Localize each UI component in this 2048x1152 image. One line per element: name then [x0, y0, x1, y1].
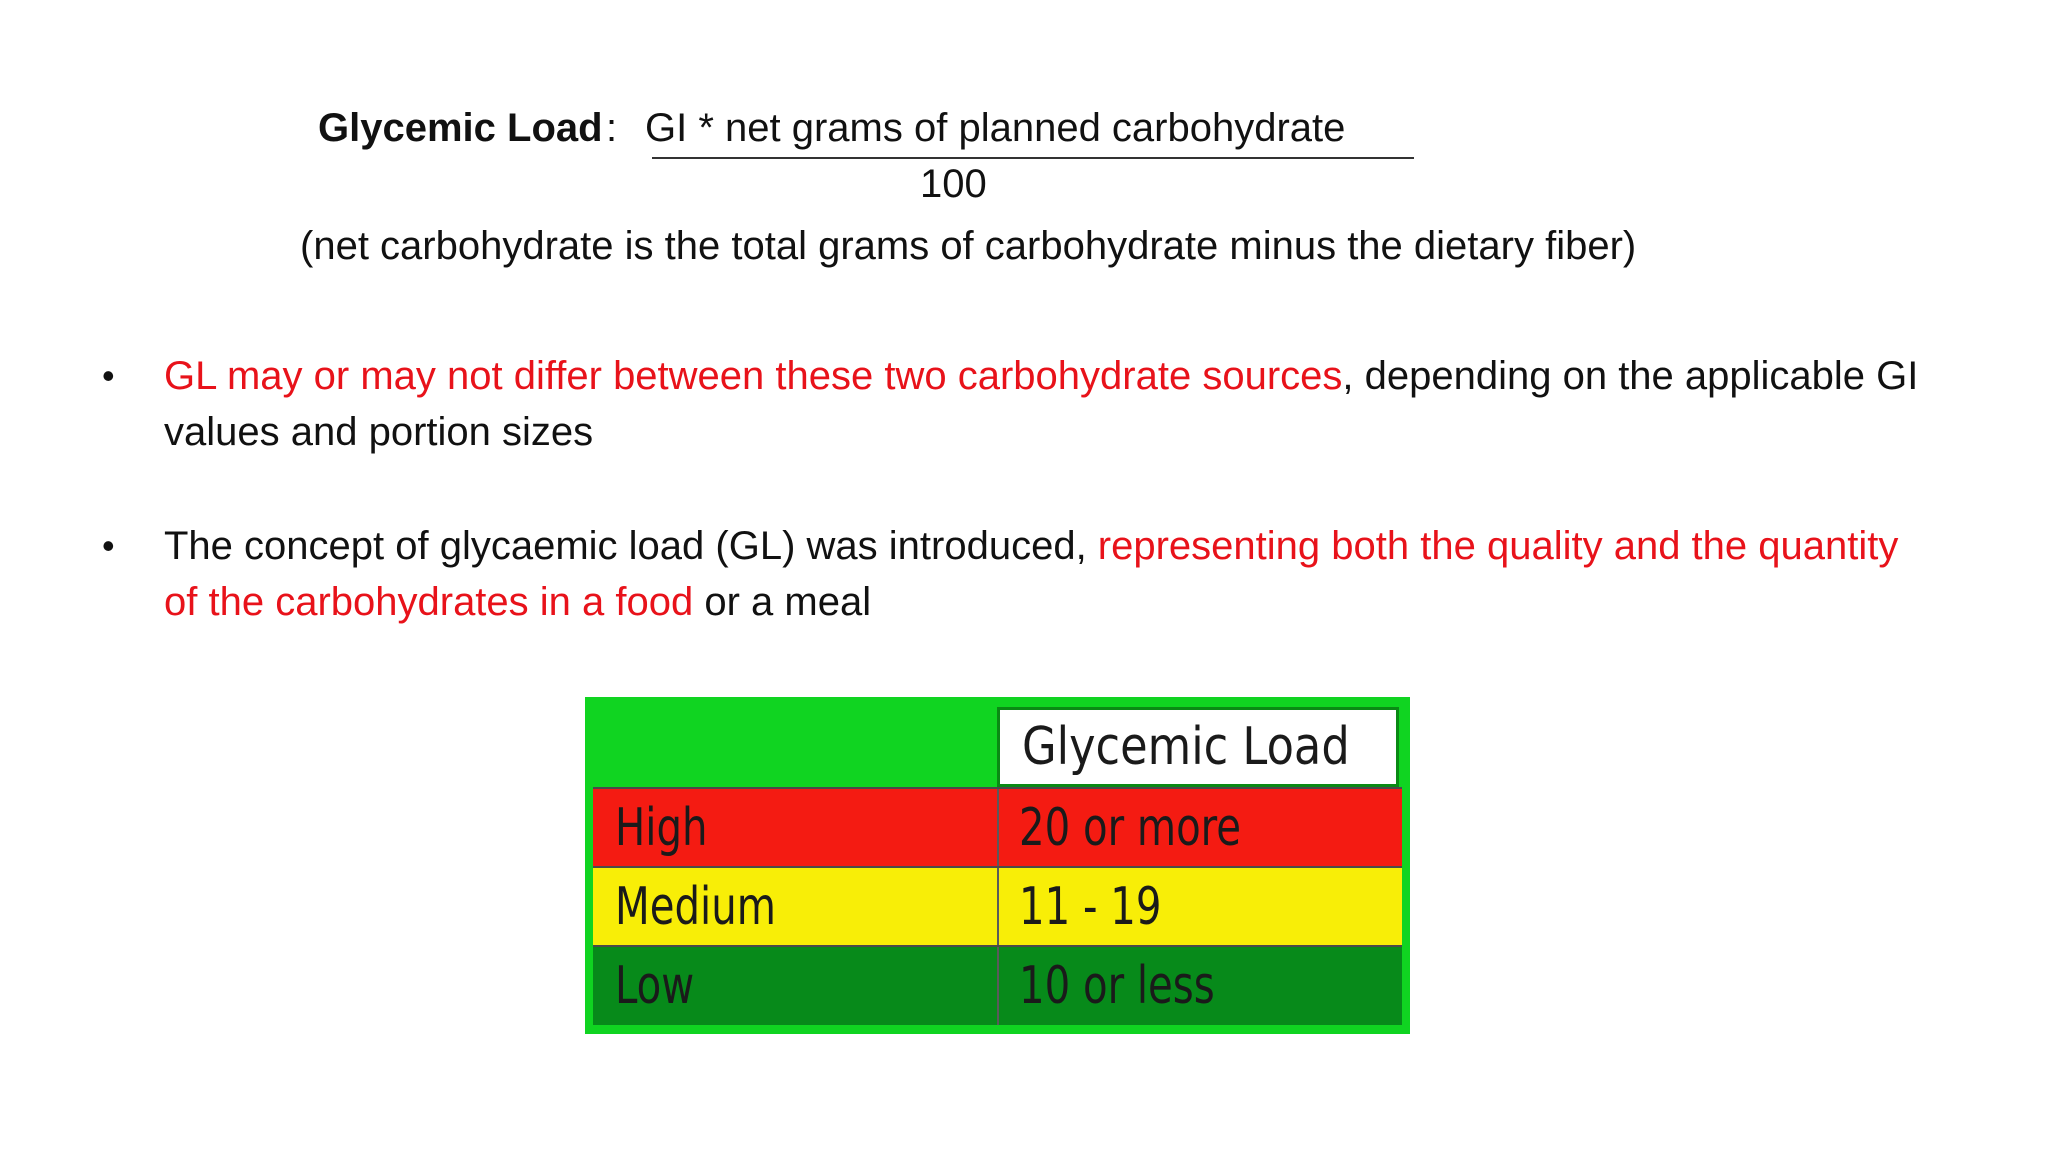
- table-row-high: [593, 787, 1402, 866]
- row-range: 10 or less: [1019, 956, 1215, 1016]
- table-row-low: [593, 945, 1402, 1025]
- table-row-medium: [593, 866, 1402, 945]
- table-header-cell: [997, 707, 1399, 787]
- formula-numerator: GI * net grams of planned carbohydrate: [645, 106, 1346, 150]
- bullet-text-2: [164, 518, 1924, 630]
- row-level: Low: [615, 956, 695, 1016]
- row-range: 20 or more: [1019, 797, 1241, 858]
- table-header-label: Glycemic Load: [1022, 717, 1350, 777]
- row-level: Medium: [615, 876, 776, 937]
- glycemic-load-table: [585, 697, 1410, 1034]
- bullet-2-rest: or a meal: [693, 580, 872, 624]
- column-divider: [997, 789, 999, 866]
- bullet-text-1: [164, 348, 1924, 460]
- bullet-1-rest: , depending on the applicable GI values and portion sizes: [164, 354, 1919, 454]
- row-range: 11 - 19: [1019, 876, 1162, 937]
- formula-denominator: 100: [920, 162, 987, 206]
- bullet-2-lead: The concept of glycaemic load (GL) was introduced,: [164, 524, 1098, 568]
- fraction-bar: [652, 157, 1414, 159]
- column-divider: [997, 868, 999, 945]
- formula-note: (net carbohydrate is the total grams of carbohydrate minus the dietary fiber): [300, 224, 1637, 268]
- formula-colon: :: [606, 106, 618, 150]
- formula-label: Glycemic Load: [318, 106, 603, 150]
- bullet-1-highlight: GL may or may not differ between these two carbohydrate sources: [164, 354, 1343, 398]
- bullet-marker-2: •: [102, 525, 115, 566]
- table-header-blank: [585, 697, 997, 787]
- column-divider: [997, 947, 999, 1025]
- bullet-marker-1: •: [102, 355, 115, 396]
- row-level: High: [615, 797, 708, 858]
- bullet-2-highlight: representing both the quality and the quantity of the carbohydrates in a food: [164, 524, 1899, 624]
